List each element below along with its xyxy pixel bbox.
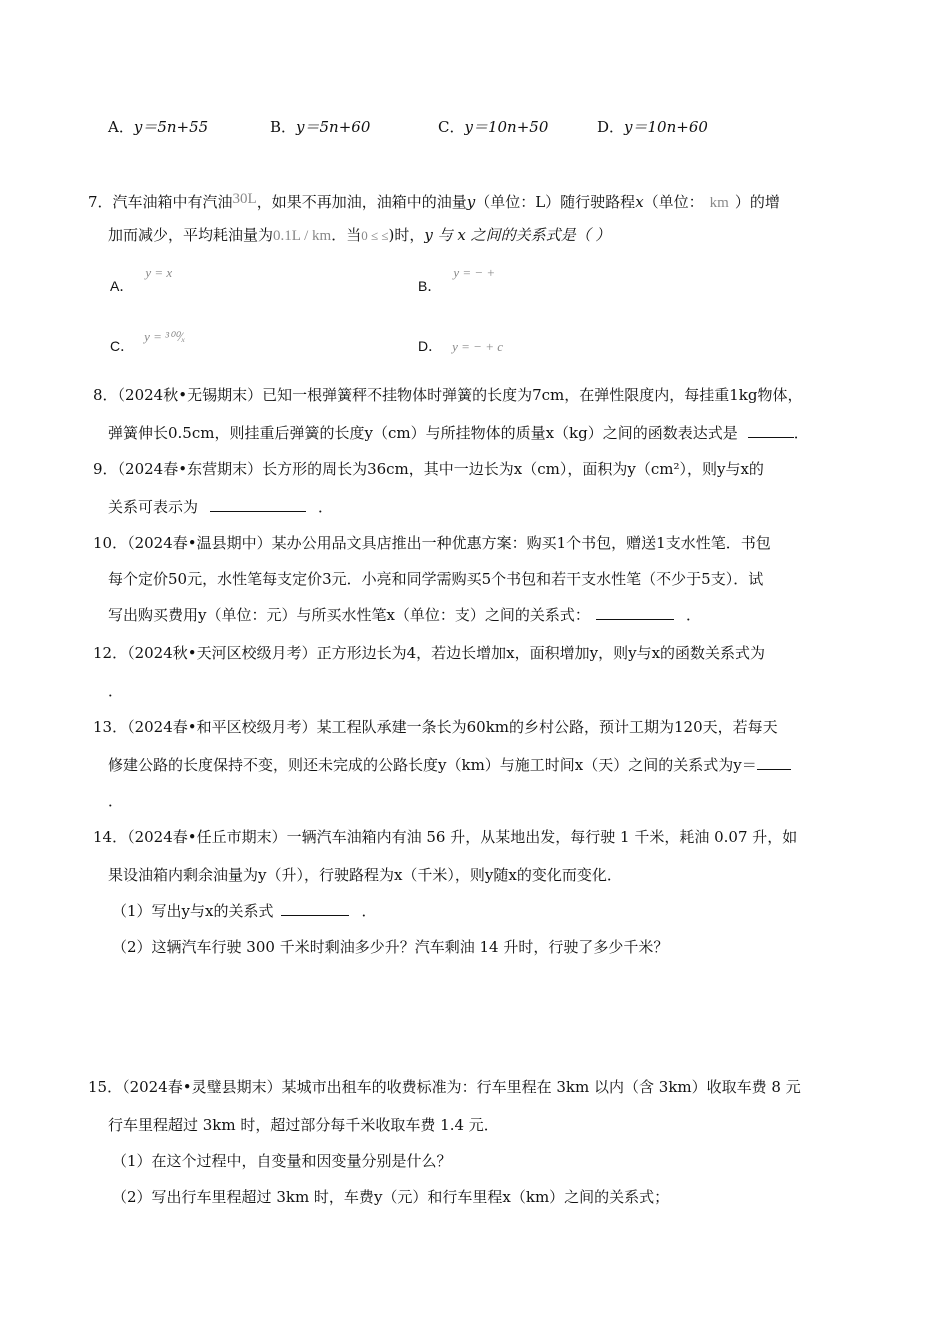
q7-fuel: 30L <box>232 191 257 207</box>
answer-blank[interactable] <box>596 605 674 620</box>
q7-text: ）的增 <box>734 193 780 211</box>
q6-option-d <box>597 116 708 137</box>
q7-line-1 <box>88 188 780 214</box>
q14-line-1: 14．（2024春•任丘市期末）一辆汽车油箱内有油 56 升，从某地出发，每行驶 1 千米，耗油 0.07 升，如 <box>93 828 798 846</box>
q8-end: ． <box>793 424 809 442</box>
q6-option-a <box>108 116 208 137</box>
q9-end: ． <box>318 498 334 516</box>
q8-line-2 <box>108 422 809 444</box>
option-formula: y = − + c <box>452 339 503 354</box>
option-label: D． <box>597 118 625 136</box>
q10-line-2: 每个定价50元，水性笔每支定价3元．小亮和同学需购买5个书包和若干支水性笔（不少于5支）．试 <box>108 570 764 588</box>
q14-line-2: 果设油箱内剩余油量为y（升），行驶路程为x（千米），则y随x的变化而变化． <box>108 866 622 884</box>
q15-line-1: 15．（2024春•灵璧县期末）某城市出租车的收费标准为：行车里程在 3km 以内（含 3km）收取车费 8 元 <box>88 1078 801 1096</box>
q12-line-2: ． <box>108 682 124 700</box>
q7-text: ，如果不再加油，油箱中的油量 <box>256 193 467 211</box>
q7-question: y 与 x 之间的关系式是（ ） <box>424 226 611 244</box>
q10-end: ． <box>685 606 701 624</box>
q15-sub-2: （2）写出行车里程超过 3km 时，车费y（元）和行车里程x（km）之间的关系式； <box>112 1188 670 1206</box>
option-formula: y = − + <box>453 265 496 280</box>
q7-text: 加而减少，平均耗油量为 <box>108 226 274 244</box>
q12-line-1: 12．（2024秋•天河区校级月考）正方形边长为4，若边长增加x，面积增加y，则y与x的函数关系式为 <box>93 644 766 662</box>
option-text: y＝5n+55 <box>133 118 209 136</box>
answer-blank[interactable] <box>748 423 794 438</box>
q13-line-1: 13．（2024春•和平区校级月考）某工程队承建一条长为60km的乡村公路，预计工期为120天，若每天 <box>93 718 778 736</box>
q13-line-3: ． <box>108 792 124 810</box>
option-label: B． <box>270 118 297 136</box>
option-text: y＝10n+60 <box>624 118 708 136</box>
q13-text: 修建公路的长度保持不变，则还未完成的公路长度y（km）与施工时间x（天）之间的关系式为y＝ <box>108 756 757 774</box>
option-label: A． <box>108 118 134 136</box>
q7-option-c <box>110 326 186 354</box>
q7-option-a <box>110 262 173 294</box>
q7-text: 7．汽车油箱中有汽油 <box>88 193 233 211</box>
q7-option-d <box>418 336 503 356</box>
q14-text: （1）写出y与x的关系式 <box>112 902 274 920</box>
answer-blank[interactable] <box>757 755 791 770</box>
option-label: B． <box>418 278 442 294</box>
q7-var-x: x <box>635 193 644 211</box>
option-formula: y = x <box>145 265 173 280</box>
q14-sub-2: （2）这辆汽车行驶 300 千米时剩油多少升？汽车剩油 14 升时，行驶了多少千米？ <box>112 938 669 956</box>
q15-line-2: 行车里程超过 3km 时，超过部分每千米收取车费 1.4 元． <box>108 1116 499 1134</box>
q7-option-b <box>418 262 496 294</box>
q10-line-3 <box>108 604 701 626</box>
q9-line-1: 9．（2024春•东营期末）长方形的周长为36cm，其中一边长为x（cm），面积为y（cm²），则y与x的 <box>93 460 764 478</box>
q7-text: （单位： <box>643 193 704 211</box>
q8-line-1: 8．（2024秋•无锡期末）已知一根弹簧秤不挂物体时弹簧的长度为7cm，在弹性限度内，每挂重1kg物体， <box>93 386 803 404</box>
option-label: D． <box>418 338 443 354</box>
q7-text: ．当 <box>331 226 362 244</box>
option-label: A． <box>110 278 134 294</box>
answer-blank[interactable] <box>210 497 306 512</box>
q6-option-c <box>438 116 548 137</box>
q14-end: ． <box>361 902 377 920</box>
q9-line-2 <box>108 496 333 518</box>
q7-text: （单位：L）随行驶路程 <box>475 193 636 211</box>
q7-text: )时， <box>388 226 425 244</box>
q7-range: 0 ≤ ≤ <box>361 228 389 243</box>
option-text: y＝5n+60 <box>296 118 371 136</box>
q13-line-2 <box>108 754 791 776</box>
q9-text: 关系可表示为 <box>108 498 199 516</box>
q8-text: 弹簧伸长0.5cm，则挂重后弹簧的长度y（cm）与所挂物体的质量x（kg）之间的函数表达式是 <box>108 424 738 442</box>
option-label: C． <box>110 338 135 354</box>
option-formula: y = ³⁰⁰⁄ₓ <box>144 329 186 344</box>
q14-sub-1 <box>112 900 377 922</box>
q15-sub-1: （1）在这个过程中，自变量和因变量分别是什么？ <box>112 1152 452 1170</box>
q7-var-y: y <box>466 193 476 211</box>
answer-blank[interactable] <box>281 901 349 916</box>
q10-line-1: 10．（2024春•温县期中）某办公用品文具店推出一种优惠方案：购买1个书包，赠送1支水性笔．书包 <box>93 534 771 552</box>
q7-km: km <box>709 195 729 211</box>
q7-line-2 <box>108 224 610 247</box>
option-text: y＝10n+50 <box>464 118 549 136</box>
q7-rate: 0.1L / km <box>273 228 332 244</box>
option-label: C． <box>438 118 465 136</box>
q10-text: 写出购买费用y（单位：元）与所买水性笔x（单位：支）之间的关系式： <box>108 606 590 624</box>
q6-option-b <box>270 116 370 137</box>
